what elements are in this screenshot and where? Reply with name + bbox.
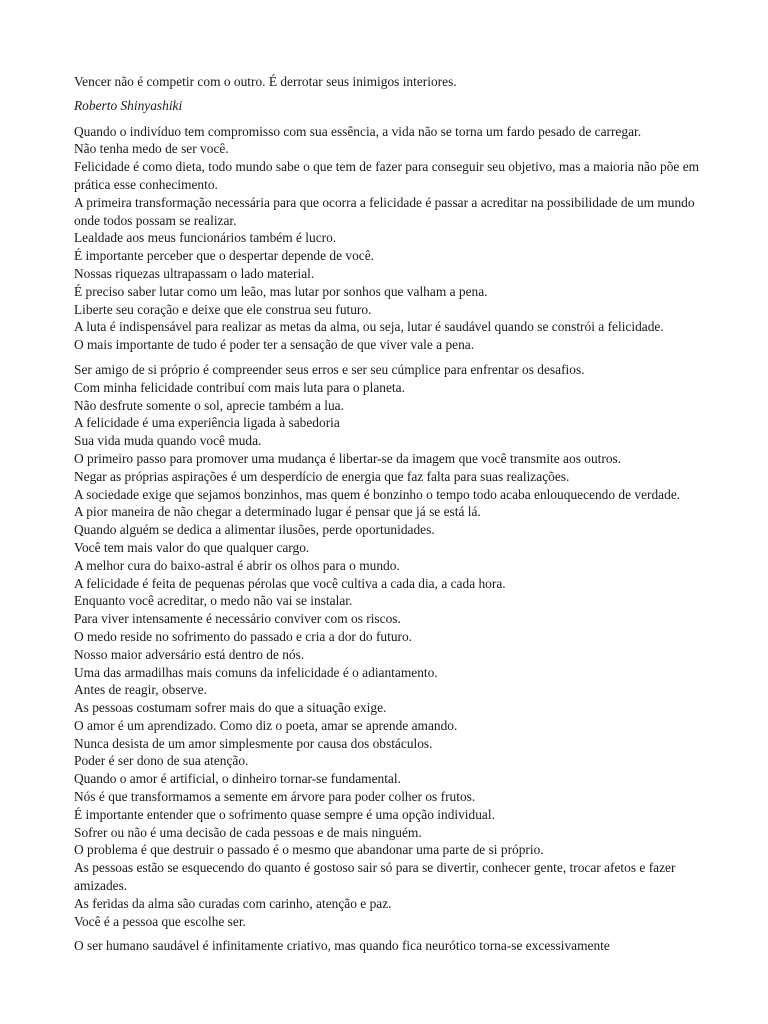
text-line: O amor é um aprendizado. Como diz o poeta, amar se aprende amando. [74,717,458,733]
text-line: As pessoas costumam sofrer mais do que a situação exige. [74,700,387,716]
document-page [74,73,704,962]
text-line: A luta é indispensável para realizar as metas da alma, ou seja, lutar é saudável quando se constrói a felicidade. [74,319,664,335]
text-line: Sua vida muda quando você muda. [74,433,262,449]
text-line: Não tenha medo de ser você. [74,141,229,157]
text-line: Você tem mais valor do que qualquer cargo. [74,539,310,555]
paragraph-block-2 [74,361,704,931]
text-line: Uma das armadilhas mais comuns da infelicidade é o adiantamento. [74,664,438,680]
text-line: Com minha felicidade contribuí com mais luta para o planeta. [74,379,405,395]
text-line: A sociedade exige que sejamos bonzinhos, mas quem é bonzinho o tempo todo acaba enlouquecendo de verdade. [74,486,681,502]
text-line: Liberte seu coração e deixe que ele construa seu futuro. [74,301,372,317]
text-line: É importante perceber que o despertar depende de você. [74,248,375,264]
text-line: É importante entender que o sofrimento quase sempre é uma opção individual. [74,806,495,822]
epigraph: Vencer não é competir com o outro. É derrotar seus inimigos interiores. [74,74,457,89]
author-name: Roberto Shinyashiki [74,97,183,113]
text-line: Para viver intensamente é necessário conviver com os riscos. [74,611,401,627]
text-line: A melhor cura do baixo-astral é abrir os olhos para o mundo. [74,557,400,573]
text-line: Você é a pessoa que escolhe ser. [74,913,246,929]
text-line: Nossas riquezas ultrapassam o lado material. [74,265,315,281]
text-line: Nosso maior adversário está dentro de nós. [74,646,305,662]
text-line: A felicidade é feita de pequenas pérolas que você cultiva a cada dia, a cada hora. [74,575,506,591]
text-line: O medo reside no sofrimento do passado e cria a dor do futuro. [74,628,413,644]
text-line: Sofrer ou não é uma decisão de cada pessoas e de mais ninguém. [74,824,422,840]
text-line: O ser humano saudável é infinitamente criativo, mas quando fica neurótico torna-se excessivamente [74,938,610,954]
text-line: Não desfrute somente o sol, aprecie também a lua. [74,397,344,413]
text-line: A primeira transformação necessária para que ocorra a felicidade é passar a acreditar na possibilidade de um mundo onde todos possam se realizar. [74,194,695,228]
text-line: É preciso saber lutar como um leão, mas lutar por sonhos que valham a pena. [74,283,488,299]
text-line: Lealdade aos meus funcionários também é lucro. [74,230,337,246]
text-line: O mais importante de tudo é poder ter a sensação de que viver vale a pena. [74,337,475,353]
text-line: A felicidade é uma experiência ligada à sabedoria [74,415,340,431]
text-line: Felicidade é como dieta, todo mundo sabe o que tem de fazer para conseguir seu objetivo, mas a maioria não põe em prática esse conhecimento. [74,159,700,192]
text-line: Nunca desista de um amor simplesmente por causa dos obstáculos. [74,735,433,751]
text-line: As feridas da alma são curadas com carinho, atenção e paz. [74,895,392,911]
text-line: Nós é que transformamos a semente em árvore para poder colher os frutos. [74,789,476,805]
text-line: Negar as próprias aspirações é um desperdício de energia que faz falta para suas realizações. [74,468,570,484]
text-line: Quando alguém se dedica a alimentar ilusões, perde oportunidades. [74,522,435,538]
text-line: Quando o indivíduo tem compromisso com sua essência, a vida não se torna um fardo pesado de carregar. [74,123,642,139]
text-line: Enquanto você acreditar, o medo não vai se instalar. [74,593,353,609]
text-line: Poder é ser dono de sua atenção. [74,753,249,769]
text-line: Quando o amor é artificial, o dinheiro tornar-se fundamental. [74,771,401,787]
paragraph-block-1 [74,123,704,354]
text-line: O primeiro passo para promover uma mudança é libertar-se da imagem que você transmite aos outros. [74,450,622,466]
text-line: O problema é que destruir o passado é o mesmo que abandonar uma parte de si próprio. [74,842,544,858]
text-line: Ser amigo de si próprio é compreender seus erros e ser seu cúmplice para enfrentar os desafios. [74,361,585,377]
text-line: As pessoas estão se esquecendo do quanto é gostoso sair só para se divertir, conhecer gente, trocar afetos e fazer amizades. [74,860,676,894]
text-line: A pior maneira de não chegar a determinado lugar é pensar que já se está lá. [74,504,481,520]
text-line: Antes de reagir, observe. [74,682,207,698]
paragraph-block-3 [74,937,704,955]
